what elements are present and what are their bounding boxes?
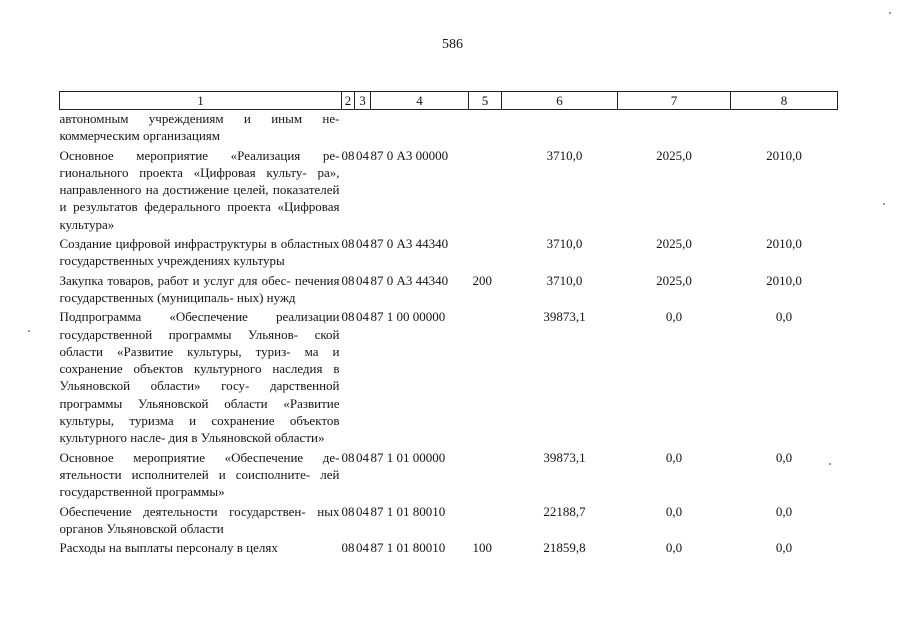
row-target-code: 87 1 01 00000 — [370, 449, 446, 465]
row-section: 08 — [341, 309, 355, 325]
row-amount-2 — [618, 110, 731, 145]
row-amount-3: 2010,0 — [766, 147, 802, 163]
row-amount-2: 2025,0 — [656, 272, 692, 288]
row-expense-type — [469, 501, 502, 538]
row-name: Закупка товаров, работ и услуг для обес- печения государственных (муниципаль- ных) нужд — [59, 272, 340, 305]
row-amount-3: 2010,0 — [766, 236, 802, 252]
scan-speck — [829, 463, 831, 465]
row-expense-type: 200 — [472, 272, 492, 288]
header-col-5: 5 — [469, 92, 502, 110]
row-amount-3: 0,0 — [775, 503, 793, 519]
row-target-code: 87 0 А3 44340 — [370, 236, 449, 252]
row-subsection: 04 — [356, 540, 369, 556]
row-section: 08 — [341, 272, 355, 288]
row-name: Обеспечение деятельности государствен- ных органов Ульяновской области — [59, 503, 340, 536]
header-col-7: 7 — [618, 92, 731, 110]
row-name: Расходы на выплаты персоналу в целях — [59, 540, 278, 556]
scan-speck — [28, 330, 30, 332]
row-amount-2: 2025,0 — [656, 236, 692, 252]
scan-speck — [889, 12, 891, 14]
row-amount-1: 3710,0 — [546, 147, 583, 163]
header-col-3: 3 — [355, 92, 371, 110]
row-subsection: 04 — [356, 236, 369, 252]
row-section: 08 — [341, 147, 355, 163]
row-amount-3: 2010,0 — [766, 272, 802, 288]
row-amount-3: 0,0 — [775, 309, 793, 325]
row-subsection — [355, 110, 371, 145]
row-target-code: 87 1 00 00000 — [370, 309, 446, 325]
page-number: 586 — [442, 37, 463, 52]
row-amount-3 — [731, 110, 838, 145]
table-row — [60, 110, 838, 145]
row-subsection: 04 — [356, 309, 369, 325]
header-col-2: 2 — [342, 92, 355, 110]
row-target-code: 87 1 01 80010 — [370, 503, 446, 519]
header-col-1: 1 — [60, 92, 342, 110]
table-header-row — [60, 92, 838, 110]
row-expense-type: 100 — [472, 540, 492, 556]
row-section: 08 — [341, 540, 355, 556]
header-col-8: 8 — [731, 92, 838, 110]
table-row — [60, 270, 838, 307]
row-section: 08 — [341, 503, 355, 519]
table-row — [60, 501, 838, 538]
row-target-code: 87 1 01 80010 — [370, 540, 446, 556]
table-row — [60, 306, 838, 446]
row-amount-1: 39873,1 — [543, 449, 586, 465]
row-amount-1: 21859,8 — [543, 540, 586, 556]
row-amount-2: 0,0 — [665, 540, 683, 556]
row-amount-3: 0,0 — [775, 449, 793, 465]
row-name: Основное мероприятие «Реализация ре- гионального проекта «Цифровая культу- ра», направленного на достижение целей, показателей и результатов федерального проекта «Цифровая культура» — [59, 147, 340, 232]
row-subsection: 04 — [356, 503, 369, 519]
table-row — [60, 537, 838, 556]
row-expense-type — [469, 233, 502, 270]
table-row — [60, 447, 838, 501]
table-row — [60, 145, 838, 233]
header-col-4: 4 — [371, 92, 469, 110]
row-target-code: 87 0 А3 44340 — [370, 272, 449, 288]
row-amount-1: 22188,7 — [543, 503, 586, 519]
row-target-code: 87 0 А3 00000 — [370, 147, 449, 163]
row-name: Основное мероприятие «Обеспечение де- ятельности исполнителей и соисполните- лей государственной программы» — [59, 449, 340, 500]
row-amount-1: 3710,0 — [546, 236, 583, 252]
row-amount-2: 0,0 — [665, 503, 683, 519]
row-subsection: 04 — [356, 449, 369, 465]
table-row — [60, 233, 838, 270]
row-expense-type — [469, 110, 502, 145]
row-name: Подпрограмма «Обеспечение реализации государственной программы Ульянов- ской области «Развитие культуры, туриз- ма и сохранение объектов культурного наследия в Ульяновской области» госу- дарственной программы Ульяновской области «Развитие культуры, туризма и сохранение объектов культурного насле- дия в Ульяновской области» — [59, 309, 340, 446]
row-amount-2: 2025,0 — [656, 147, 692, 163]
row-expense-type — [469, 306, 502, 446]
row-target-code — [371, 110, 469, 145]
row-expense-type — [469, 447, 502, 501]
row-name: автономным учреждениям и иным не- коммерческим организациям — [59, 111, 340, 144]
row-section: 08 — [341, 449, 355, 465]
row-section: 08 — [341, 236, 355, 252]
row-name: Создание цифровой инфраструктуры в областных государственных учреждениях культуры — [59, 236, 340, 269]
row-section — [342, 110, 355, 145]
row-subsection: 04 — [356, 147, 369, 163]
row-amount-1: 3710,0 — [546, 272, 583, 288]
row-amount-1: 39873,1 — [543, 309, 586, 325]
row-amount-2: 0,0 — [665, 449, 683, 465]
row-amount-1 — [502, 110, 618, 145]
row-expense-type — [469, 145, 502, 233]
budget-table — [59, 91, 838, 556]
row-subsection: 04 — [356, 272, 369, 288]
scan-speck — [883, 203, 885, 205]
header-col-6: 6 — [502, 92, 618, 110]
row-amount-3: 0,0 — [775, 540, 793, 556]
row-amount-2: 0,0 — [665, 309, 683, 325]
